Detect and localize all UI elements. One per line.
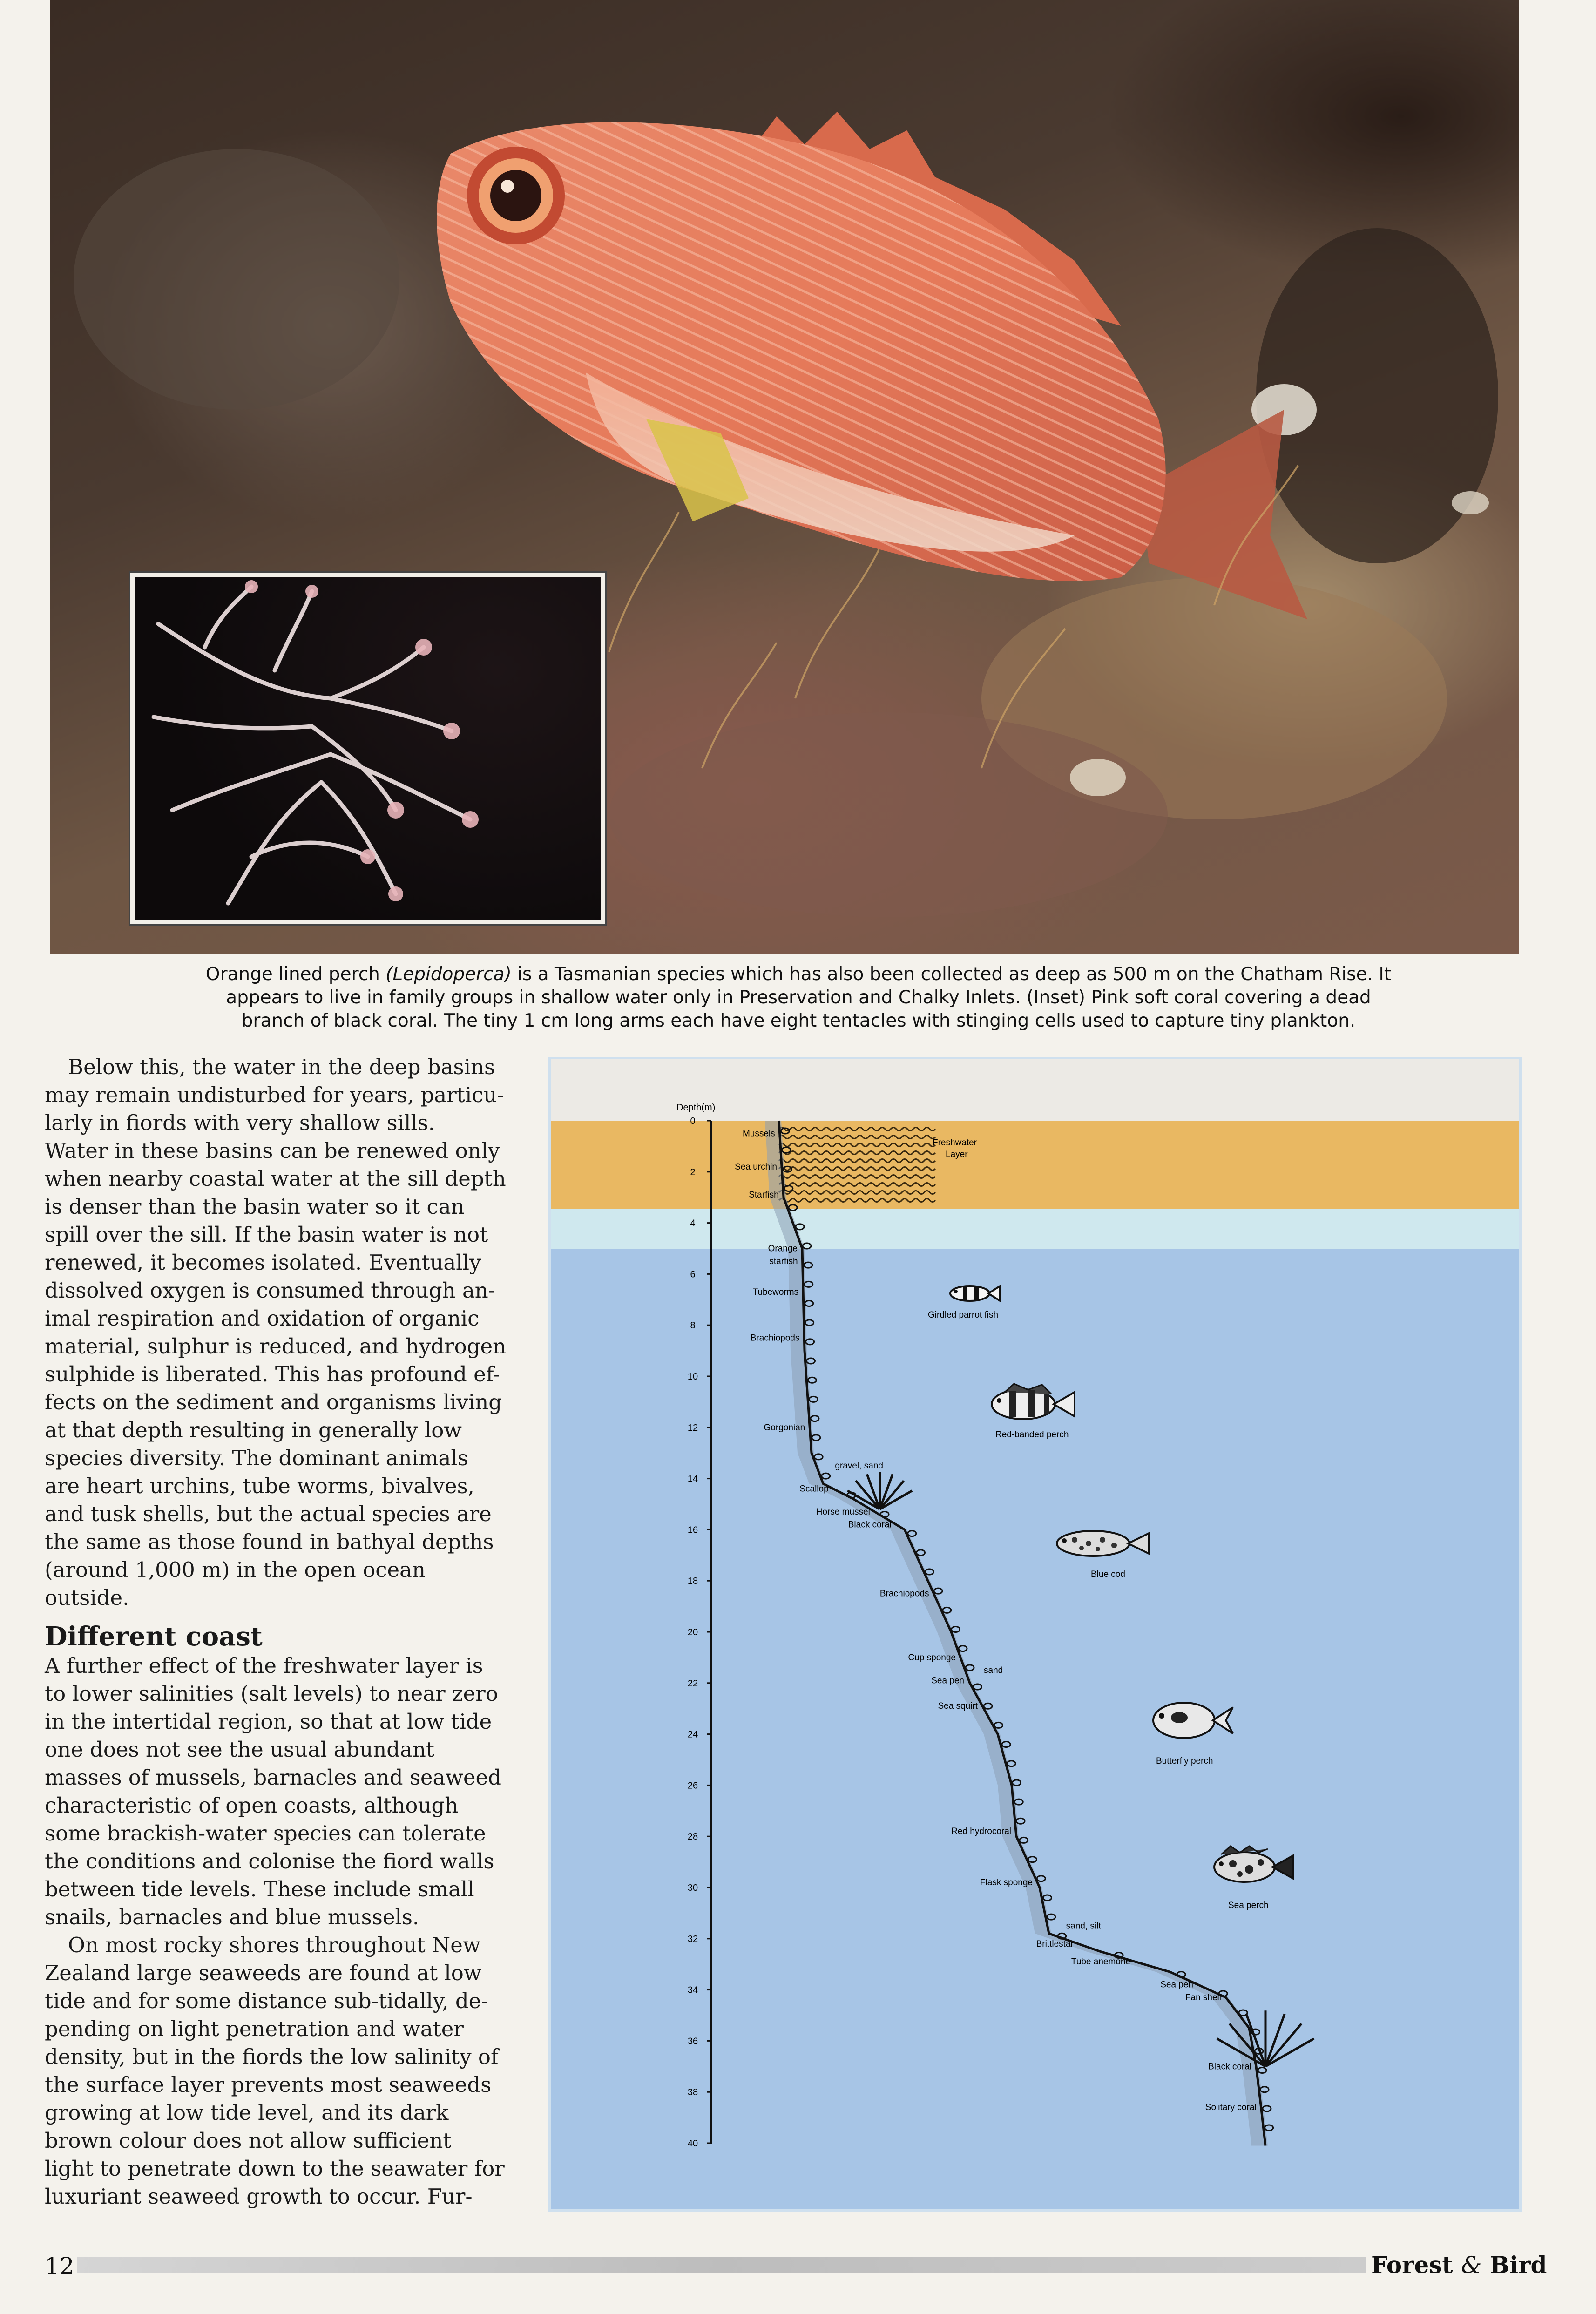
article-body (45, 1053, 515, 2211)
text-line: some brackish-water species can tolerate (45, 1821, 486, 1846)
depth-tick-label: 26 (687, 1780, 698, 1791)
text-line: fects on the sediment and organisms living (45, 1390, 502, 1414)
depth-tick-label: 4 (690, 1218, 696, 1229)
text-line: the same as those found in bathyal depths (45, 1529, 494, 1554)
text-line: larly in fiords with very shallow sills. (45, 1110, 435, 1135)
organism-label: Orange (768, 1244, 798, 1254)
organism-label: Mussels (742, 1129, 775, 1139)
mixing-layer-band (551, 1209, 1519, 1249)
masthead-bird: Bird (1489, 2251, 1547, 2279)
text-line: in the intertidal region, so that at low tide (45, 1709, 492, 1734)
organism-label: Starfish (749, 1190, 779, 1200)
text-line: light to penetrate down to the seawater for (45, 2156, 505, 2181)
text-line: are heart urchins, tube worms, bivalves, (45, 1474, 474, 1498)
paragraph-freshwater-effect (45, 1652, 515, 1931)
text-line: growing at low tide level, and its dark (45, 2100, 449, 2125)
page-number: 12 (45, 2253, 74, 2280)
inset-soft-coral-photo (130, 573, 605, 924)
text-line: outside. (45, 1585, 129, 1610)
caption-line-3: branch of black coral. The tiny 1 cm long arms each have eight tentacles with stinging cells used to capture tiny plankton. (241, 1010, 1356, 1031)
depth-tick-label: 28 (687, 1832, 698, 1842)
organism-label: Horse mussel (816, 1507, 870, 1517)
depth-tick-label: 12 (687, 1422, 698, 1433)
organism-label: Sea squirt (938, 1701, 978, 1712)
organism-label: Gorgonian (764, 1422, 805, 1433)
text-line: between tide levels. These include small (45, 1877, 474, 1901)
blue-cod-label: Blue cod (1091, 1570, 1125, 1579)
text-line: masses of mussels, barnacles and seaweed (45, 1765, 501, 1790)
caption-line-2: appears to live in family groups in shallow water only in Preservation and Chalky Inlets. (Inset) Pink soft coral covering a dead (226, 987, 1371, 1008)
depth-tick-label: 22 (687, 1678, 698, 1689)
depth-tick-label: 24 (687, 1729, 698, 1740)
freshwater-layer-band (551, 1121, 1519, 1209)
freshwater-label-line1: Freshwater (933, 1138, 977, 1148)
organism-label: Black coral (1208, 2062, 1251, 2072)
text-line: and tusk shells, but the actual species are (45, 1502, 492, 1526)
girdled-parrot-fish-label: Girdled parrot fish (928, 1310, 999, 1320)
depth-tick-label: 36 (687, 2036, 698, 2047)
organism-label: Sea pen (1160, 1980, 1193, 1990)
depth-tick-label: 14 (687, 1474, 698, 1484)
text-line: Below this, the water in the deep basins (68, 1055, 495, 1079)
text-line: spill over the sill. If the basin water is not (45, 1222, 488, 1247)
paragraph-seaweeds (45, 1931, 515, 2211)
magazine-masthead (1371, 2251, 1547, 2279)
depth-tick-label: 2 (690, 1167, 696, 1177)
depth-tick-label: 34 (687, 1985, 698, 1996)
text-line: density, but in the fiords the low salinity of (45, 2044, 499, 2069)
depth-tick-label: 10 (687, 1372, 698, 1382)
text-line: imal respiration and oxidation of organic (45, 1306, 480, 1331)
depth-tick-label: 16 (687, 1525, 698, 1536)
organism-label: Sea pen (931, 1676, 964, 1686)
text-line: tide and for some distance sub-tidally, de- (45, 1989, 488, 2013)
photo-caption (93, 963, 1504, 1033)
paragraph-deep-basins (45, 1053, 515, 1612)
depth-tick-label: 30 (687, 1883, 698, 1893)
organism-label: Cup sponge (908, 1652, 956, 1663)
text-line: material, sulphur is reduced, and hydrogen (45, 1334, 507, 1359)
organism-label: Brachiopods (750, 1333, 800, 1343)
organism-label: Fan shell (1185, 1993, 1221, 2003)
text-line: sulphide is liberated. This has profound ef- (45, 1362, 500, 1387)
text-line: snails, barnacles and blue mussels. (45, 1905, 419, 1929)
depth-tick-label: 20 (687, 1627, 698, 1637)
red-banded-perch-label: Red-banded perch (995, 1430, 1069, 1440)
text-line: to lower salinities (salt levels) to near zero (45, 1681, 498, 1706)
text-line: species diversity. The dominant animals (45, 1446, 468, 1470)
organism-label: starfish (769, 1256, 798, 1266)
organism-label: Scallop (799, 1484, 829, 1494)
text-line: On most rocky shores throughout New (68, 1933, 481, 1957)
depth-axis-label: Depth(m) (676, 1103, 716, 1113)
organism-label: Brachiopods (879, 1589, 929, 1599)
text-line: the conditions and colonise the fiord walls (45, 1849, 494, 1874)
text-line: characteristic of open coasts, although (45, 1793, 459, 1818)
depth-tick-label: 18 (687, 1576, 698, 1587)
text-line: is denser than the basin water so it can (45, 1194, 465, 1219)
text-line: may remain undisturbed for years, particu- (45, 1083, 504, 1107)
organism-label: Sea urchin (735, 1162, 777, 1172)
text-line: one does not see the usual abundant (45, 1737, 434, 1762)
text-line: luxuriant seaweed growth to occur. Fur- (45, 2184, 473, 2209)
depth-tick-label: 6 (690, 1269, 696, 1280)
substrate-label: sand (984, 1665, 1003, 1676)
text-line: the surface layer prevents most seaweeds (45, 2072, 492, 2097)
soft-coral-image (135, 577, 601, 920)
text-line: Zealand large seaweeds are found at low (45, 1961, 482, 1985)
organism-label: Solitary coral (1205, 2103, 1257, 2113)
depth-tick-label: 32 (687, 1934, 698, 1944)
section-heading: Different coast (45, 1621, 263, 1652)
butterfly-perch-label: Butterfly perch (1156, 1756, 1213, 1766)
substrate-label: sand, silt (1066, 1921, 1101, 1931)
footer-rule (77, 2257, 1366, 2273)
depth-tick-label: 40 (687, 2138, 698, 2149)
organism-label: Tube anemone (1071, 1957, 1130, 1967)
text-line: dissolved oxygen is consumed through an- (45, 1278, 495, 1303)
text-line: brown colour does not allow sufficient (45, 2128, 452, 2153)
sea-perch-label: Sea perch (1228, 1901, 1269, 1910)
text-line: Water in these basins can be renewed only (45, 1138, 500, 1163)
organism-label: Red hydrocoral (951, 1827, 1011, 1837)
text-line: at that depth resulting in generally low (45, 1418, 462, 1442)
depth-profile-svg (551, 1059, 1519, 2209)
text-line: (around 1,000 m) in the open ocean (45, 1557, 426, 1582)
masthead-ampersand: & (1461, 2252, 1482, 2279)
main-photo (50, 0, 1519, 954)
substrate-label: gravel, sand (835, 1461, 883, 1471)
depth-tick-label: 38 (687, 2087, 698, 2098)
organism-label: Black coral (848, 1520, 892, 1530)
depth-tick-label: 8 (690, 1320, 696, 1331)
text-line: when nearby coastal water at the sill depth (45, 1166, 506, 1191)
text-line: renewed, it becomes isolated. Eventually (45, 1250, 481, 1275)
organism-label: Tubeworms (752, 1287, 799, 1297)
text-line: A further effect of the freshwater layer is (45, 1653, 483, 1678)
depth-tick-label: 0 (690, 1116, 696, 1126)
organism-label: Brittlestar (1036, 1939, 1074, 1949)
fiord-depth-diagram (548, 1057, 1522, 2212)
text-line: pending on light penetration and water (45, 2016, 464, 2041)
caption-line-1: Orange lined perch (Lepidoperca) is a Tasmanian species which has also been collected as deep as 500 m on the Chatham Rise. It (205, 964, 1392, 985)
organism-label: Flask sponge (980, 1878, 1033, 1888)
freshwater-label-line2: Layer (946, 1150, 968, 1159)
masthead-forest: Forest (1371, 2251, 1453, 2279)
